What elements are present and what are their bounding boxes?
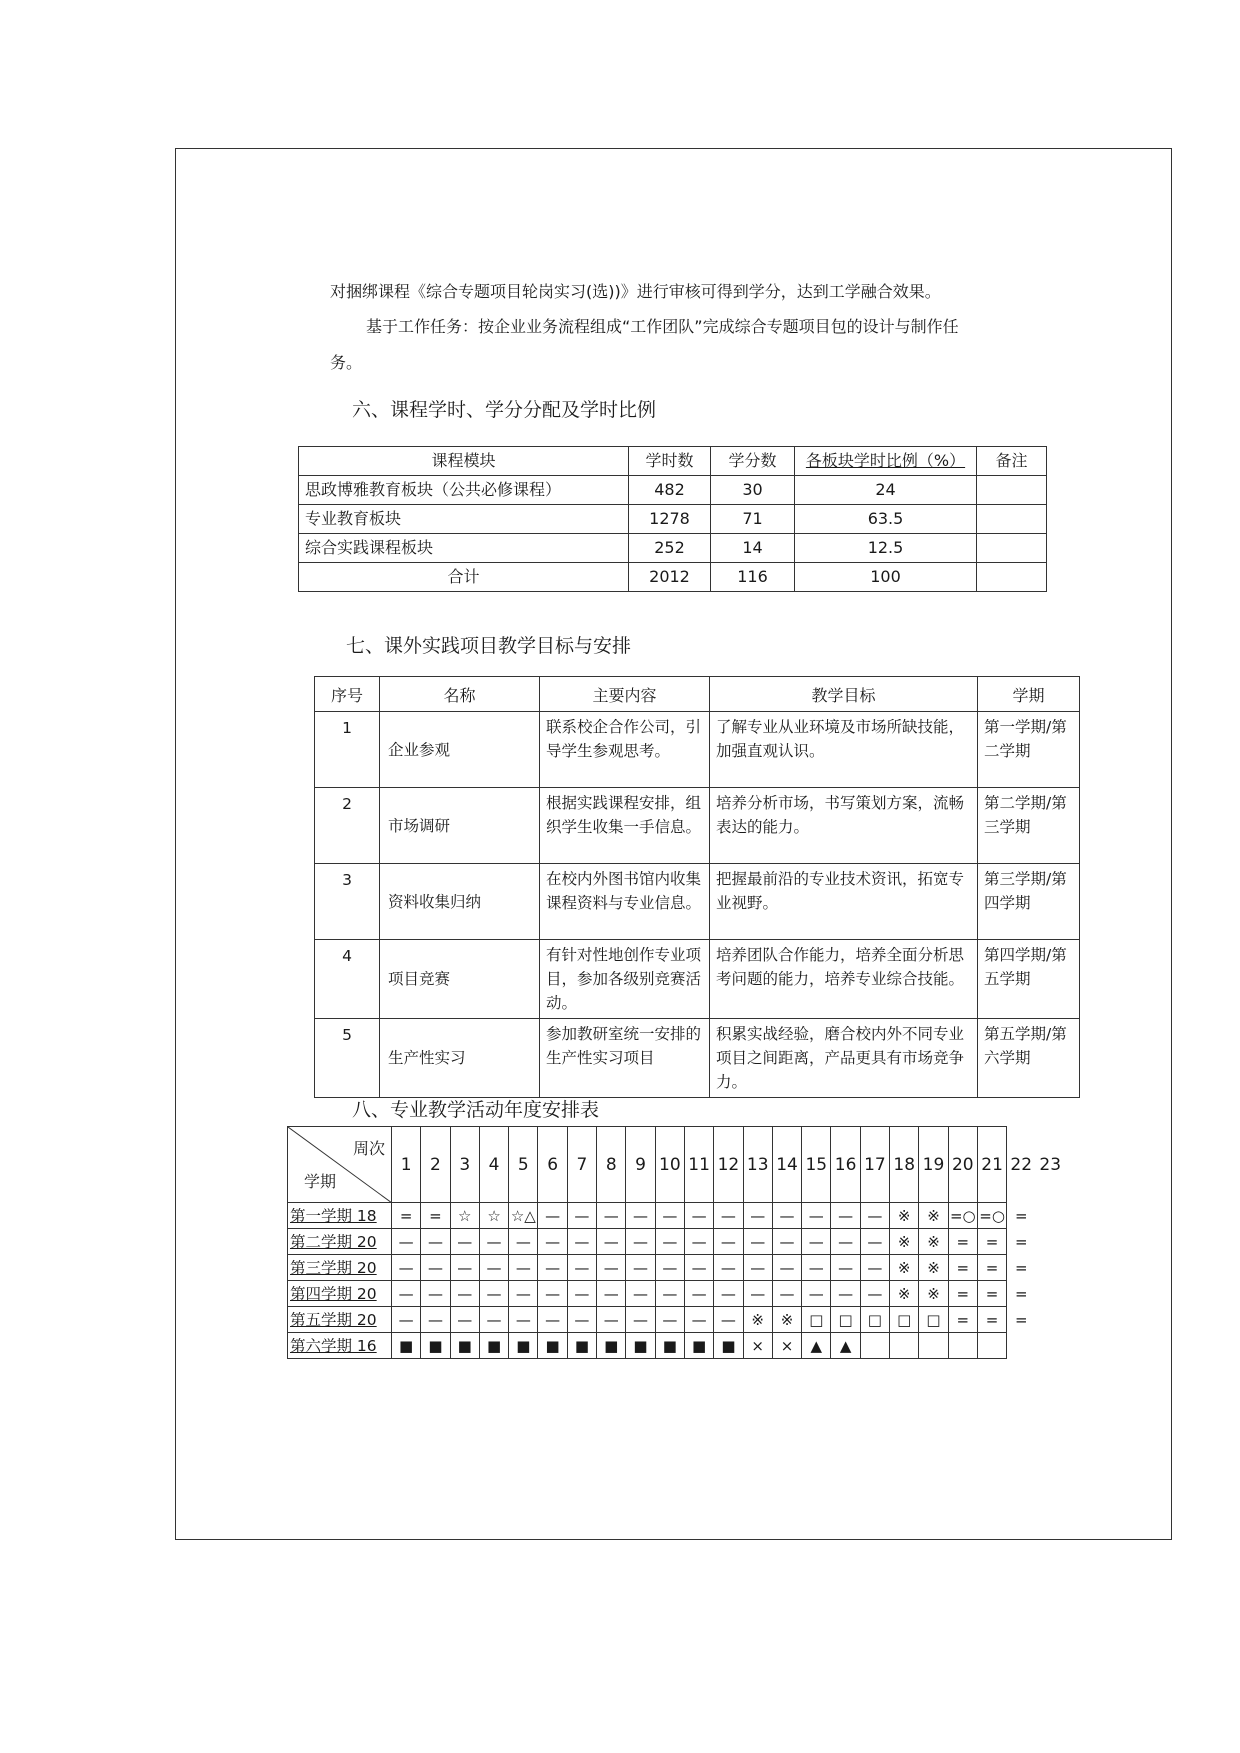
corner-semester-label: 学期: [304, 1172, 337, 1191]
week-header-3: 3: [450, 1127, 479, 1203]
schedule-cell: ※: [919, 1281, 948, 1307]
t1-header-module: 课程模块: [299, 447, 629, 476]
schedule-cell: —: [509, 1229, 538, 1255]
schedule-cell: —: [450, 1255, 479, 1281]
schedule-cell: —: [684, 1281, 713, 1307]
schedule-cell: =: [1014, 1310, 1028, 1329]
schedule-cell: ※: [772, 1307, 801, 1333]
t2-header-semester: 学期: [978, 677, 1080, 712]
schedule-cell: ▲: [802, 1333, 831, 1359]
schedule-cell: ※: [919, 1255, 948, 1281]
schedule-cell: —: [509, 1255, 538, 1281]
schedule-cell: [1036, 1255, 1065, 1281]
schedule-cell: —: [684, 1229, 713, 1255]
table-row: [288, 1281, 1065, 1307]
section6-title: 六、课程学时、学分分配及学时比例: [352, 399, 657, 421]
schedule-cell: ■: [392, 1333, 421, 1359]
schedule-cell: □: [860, 1307, 889, 1333]
schedule-cell: ■: [714, 1333, 743, 1359]
table-row: [288, 1307, 1065, 1333]
schedule-cell: —: [802, 1255, 831, 1281]
schedule-cell: —: [655, 1229, 684, 1255]
schedule-cell: —: [538, 1229, 567, 1255]
schedule-cell: —: [567, 1255, 596, 1281]
t2-header-content: 主要内容: [540, 677, 710, 712]
week-header-2: 2: [421, 1127, 450, 1203]
schedule-cell: —: [714, 1229, 743, 1255]
schedule-cell: =: [977, 1281, 1006, 1307]
schedule-cell: ※: [890, 1255, 919, 1281]
schedule-cell: ※: [919, 1203, 948, 1229]
t2-header-index: 序号: [315, 677, 380, 712]
schedule-cell: ☆: [479, 1203, 508, 1229]
table-row: 2 市场调研 根据实践课程安排，组织学生收集一手信息。 培养分析市场，书写策划方案，流畅表达的能力。 第二学期/第三学期: [315, 788, 1080, 864]
schedule-cell: —: [479, 1229, 508, 1255]
schedule-cell: ▲: [831, 1333, 860, 1359]
schedule-cell: ※: [890, 1229, 919, 1255]
schedule-cell: —: [831, 1255, 860, 1281]
week-header-18: 18: [890, 1127, 919, 1203]
section7-title: 七、课外实践项目教学目标与安排: [346, 635, 632, 657]
schedule-cell: —: [450, 1229, 479, 1255]
schedule-cell: [860, 1333, 889, 1359]
table-row: 3 资料收集归纳 在校内外图书馆内收集课程资料与专业信息。 把握最前沿的专业技术资讯，拓宽专业视野。 第三学期/第四学期: [315, 864, 1080, 940]
practice-projects-table: [314, 676, 1080, 1098]
schedule-cell: =: [392, 1203, 421, 1229]
schedule-cell: □: [919, 1307, 948, 1333]
schedule-cell: —: [714, 1203, 743, 1229]
week-header-9: 9: [626, 1127, 655, 1203]
schedule-cell: —: [626, 1281, 655, 1307]
schedule-cell: —: [772, 1229, 801, 1255]
week-header-22: 22: [1010, 1154, 1033, 1175]
schedule-cell: —: [831, 1281, 860, 1307]
schedule-cell: —: [597, 1203, 626, 1229]
schedule-cell: —: [509, 1307, 538, 1333]
schedule-cell: —: [860, 1281, 889, 1307]
schedule-cell: ×: [743, 1333, 772, 1359]
schedule-cell: ■: [597, 1333, 626, 1359]
schedule-cell: ■: [538, 1333, 567, 1359]
schedule-cell: —: [392, 1281, 421, 1307]
schedule-cell: —: [772, 1255, 801, 1281]
schedule-cell: —: [509, 1281, 538, 1307]
intro-line-3: 务。: [330, 353, 363, 372]
schedule-cell: ※: [890, 1203, 919, 1229]
schedule-cell: ■: [479, 1333, 508, 1359]
schedule-cell: —: [538, 1255, 567, 1281]
week-header-14: 14: [772, 1127, 801, 1203]
table-row: 4 项目竞赛 有针对性地创作专业项目，参加各级别竞赛活动。 培养团队合作能力，培养全面分析思考问题的能力，培养专业综合技能。 第四学期/第五学期: [315, 940, 1080, 1019]
schedule-cell: —: [714, 1281, 743, 1307]
table-row: 专业教育板块 1278 71 63.5: [299, 505, 1047, 534]
schedule-cell: —: [597, 1229, 626, 1255]
schedule-cell: —: [743, 1203, 772, 1229]
table-row: 1 企业参观 联系校企合作公司，引导学生参观思考。 了解专业从业环境及市场所缺技能，加强直观认识。 第一学期/第二学期: [315, 712, 1080, 788]
schedule-cell: —: [479, 1307, 508, 1333]
table-row: 5 生产性实习 参加教研室统一安排的生产性实习项目 积累实战经验，磨合校内外不同专业项目之间距离，产品更具有市场竞争力。 第五学期/第六学期: [315, 1019, 1080, 1098]
schedule-cell: —: [597, 1255, 626, 1281]
schedule-cell: —: [421, 1229, 450, 1255]
schedule-cell: =: [1014, 1284, 1028, 1303]
schedule-cell: [1036, 1229, 1065, 1255]
schedule-cell: ■: [626, 1333, 655, 1359]
week-header-16: 16: [831, 1127, 860, 1203]
schedule-cell: —: [597, 1307, 626, 1333]
schedule-cell: —: [567, 1307, 596, 1333]
schedule-cell: —: [421, 1307, 450, 1333]
intro-line-1: 对捆绑课程《综合专题项目轮岗实习(选))》进行审核可得到学分，达到工学融合效果。: [330, 282, 941, 301]
t1-header-ratio: 各板块学时比例（%）: [795, 447, 977, 476]
annual-schedule-table: [287, 1126, 1065, 1359]
schedule-cell: —: [743, 1255, 772, 1281]
schedule-cell: —: [626, 1255, 655, 1281]
schedule-cell: —: [655, 1203, 684, 1229]
schedule-cell: =: [977, 1255, 1006, 1281]
schedule-cell: —: [831, 1203, 860, 1229]
t1-header-notes: 备注: [977, 447, 1047, 476]
schedule-cell: [1036, 1333, 1065, 1359]
schedule-cell: —: [772, 1281, 801, 1307]
schedule-cell: —: [802, 1229, 831, 1255]
schedule-cell: —: [626, 1229, 655, 1255]
schedule-cell: —: [450, 1281, 479, 1307]
schedule-cell: ☆: [450, 1203, 479, 1229]
schedule-cell: =: [977, 1307, 1006, 1333]
schedule-cell: —: [802, 1281, 831, 1307]
week-header-17: 17: [860, 1127, 889, 1203]
schedule-cell: [1036, 1203, 1065, 1229]
schedule-cell: ■: [655, 1333, 684, 1359]
semester-label: 第三学期 20: [288, 1255, 392, 1281]
schedule-cell: =: [1014, 1232, 1028, 1251]
schedule-cell: —: [626, 1307, 655, 1333]
week-header-5: 5: [509, 1127, 538, 1203]
schedule-cell: =: [1014, 1206, 1028, 1225]
t2-header-name: 名称: [380, 677, 540, 712]
schedule-cell: □: [831, 1307, 860, 1333]
schedule-cell: —: [684, 1307, 713, 1333]
schedule-cell: =: [948, 1229, 977, 1255]
t2-header-goal: 教学目标: [710, 677, 978, 712]
week-header-4: 4: [479, 1127, 508, 1203]
t1-header-hours: 学时数: [629, 447, 711, 476]
schedule-cell: =○: [948, 1203, 977, 1229]
table-row: 综合实践课程板块 252 14 12.5: [299, 534, 1047, 563]
schedule-cell: [890, 1333, 919, 1359]
schedule-cell: —: [860, 1255, 889, 1281]
schedule-cell: —: [392, 1229, 421, 1255]
schedule-cell: ■: [509, 1333, 538, 1359]
schedule-cell: —: [567, 1203, 596, 1229]
schedule-cell: —: [392, 1307, 421, 1333]
schedule-cell: —: [860, 1203, 889, 1229]
schedule-cell: —: [655, 1281, 684, 1307]
t1-header-credits: 学分数: [711, 447, 795, 476]
semester-label: 第一学期 18: [288, 1203, 392, 1229]
schedule-cell: ■: [421, 1333, 450, 1359]
week-header-8: 8: [597, 1127, 626, 1203]
schedule-cell: □: [802, 1307, 831, 1333]
schedule-cell: —: [860, 1229, 889, 1255]
schedule-cell: —: [684, 1255, 713, 1281]
schedule-cell: [977, 1333, 1006, 1359]
schedule-cell: —: [450, 1307, 479, 1333]
week-header-11: 11: [684, 1127, 713, 1203]
schedule-cell: —: [772, 1203, 801, 1229]
week-header-20: 20: [948, 1127, 977, 1203]
intro-line-2: 基于工作任务：按企业业务流程组成“工作团队”完成综合专题项目包的设计与制作任: [366, 317, 959, 336]
schedule-corner-header: [288, 1127, 392, 1203]
schedule-cell: —: [479, 1255, 508, 1281]
table-row-total: 合计 2012 116 100: [299, 563, 1047, 592]
schedule-cell: ☆△: [509, 1203, 538, 1229]
schedule-cell: =: [977, 1229, 1006, 1255]
schedule-cell: [1036, 1307, 1065, 1333]
schedule-cell: =: [421, 1203, 450, 1229]
week-header-12: 12: [714, 1127, 743, 1203]
schedule-cell: ■: [567, 1333, 596, 1359]
schedule-cell: =○: [977, 1203, 1006, 1229]
week-header-21: 21: [977, 1127, 1006, 1203]
table-row: [288, 1255, 1065, 1281]
schedule-cell: —: [626, 1203, 655, 1229]
table-row: [288, 1229, 1065, 1255]
schedule-cell: —: [831, 1229, 860, 1255]
semester-label: 第四学期 20: [288, 1281, 392, 1307]
schedule-cell: —: [392, 1255, 421, 1281]
schedule-cell: —: [714, 1307, 743, 1333]
schedule-cell: ×: [772, 1333, 801, 1359]
schedule-cell: —: [479, 1281, 508, 1307]
schedule-cell: —: [655, 1307, 684, 1333]
schedule-cell: —: [743, 1281, 772, 1307]
credit-distribution-table: [298, 446, 1047, 592]
week-header-6: 6: [538, 1127, 567, 1203]
schedule-cell: —: [802, 1203, 831, 1229]
schedule-cell: —: [421, 1281, 450, 1307]
schedule-cell: [1036, 1281, 1065, 1307]
table-row: [288, 1203, 1065, 1229]
week-header-23: 23: [1039, 1154, 1062, 1175]
corner-week-label: 周次: [352, 1139, 385, 1158]
schedule-cell: ※: [919, 1229, 948, 1255]
schedule-cell: —: [538, 1281, 567, 1307]
schedule-cell: =: [1014, 1258, 1028, 1277]
semester-label: 第二学期 20: [288, 1229, 392, 1255]
schedule-cell: —: [655, 1255, 684, 1281]
schedule-cell: —: [597, 1281, 626, 1307]
table-row: [288, 1333, 1065, 1359]
schedule-cell: ※: [743, 1307, 772, 1333]
section8-title: 八、专业教学活动年度安排表: [352, 1099, 600, 1121]
week-header-1: 1: [392, 1127, 421, 1203]
schedule-cell: =: [948, 1281, 977, 1307]
week-header-15: 15: [802, 1127, 831, 1203]
schedule-cell: —: [714, 1255, 743, 1281]
schedule-cell: ■: [450, 1333, 479, 1359]
schedule-cell: [919, 1333, 948, 1359]
schedule-cell: —: [538, 1203, 567, 1229]
week-header-19: 19: [919, 1127, 948, 1203]
schedule-cell: —: [421, 1255, 450, 1281]
table-row: 思政博雅教育板块（公共必修课程） 482 30 24: [299, 476, 1047, 505]
schedule-cell: [948, 1333, 977, 1359]
schedule-cell: —: [567, 1229, 596, 1255]
semester-label: 第六学期 16: [288, 1333, 392, 1359]
schedule-cell: —: [567, 1281, 596, 1307]
schedule-cell: =: [948, 1255, 977, 1281]
schedule-cell: [1007, 1333, 1036, 1359]
schedule-cell: —: [684, 1203, 713, 1229]
week-header-10: 10: [655, 1127, 684, 1203]
schedule-cell: =: [948, 1307, 977, 1333]
semester-label: 第五学期 20: [288, 1307, 392, 1333]
week-header-13: 13: [743, 1127, 772, 1203]
week-header-7: 7: [567, 1127, 596, 1203]
schedule-cell: —: [743, 1229, 772, 1255]
schedule-cell: —: [538, 1307, 567, 1333]
schedule-cell: ■: [684, 1333, 713, 1359]
schedule-cell: ※: [890, 1281, 919, 1307]
schedule-cell: □: [890, 1307, 919, 1333]
